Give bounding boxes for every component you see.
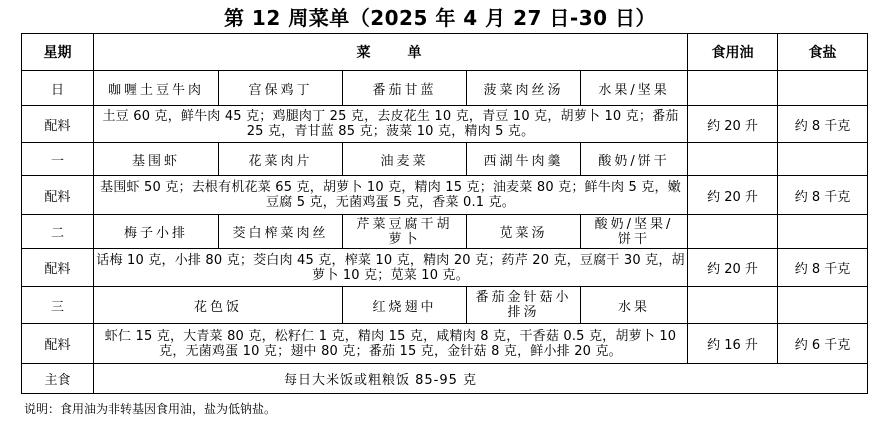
ingredients-text: 基围虾 50 克；去根有机花菜 65 克，胡萝卜 10 克，精肉 15 克；油麦菜 80 克；鲜牛肉 5 克，嫩豆腐 5 克，无菌鸡蛋 5 克，香菜 0.1 克。 — [94, 176, 688, 215]
dish-cell: 宫保鸡丁 — [219, 71, 343, 106]
oil-amount: 约 20 升 — [688, 176, 778, 215]
dish-cell: 苋菜汤 — [467, 215, 581, 249]
oil-empty — [688, 71, 778, 106]
dish-cell: 红烧翅中 — [343, 287, 467, 324]
dish-cell: 番茄金针菇小排汤 — [467, 287, 581, 324]
oil-empty — [688, 287, 778, 324]
header-oil: 食用油 — [688, 34, 778, 71]
ingredients-label: 配料 — [22, 176, 94, 215]
ingredients-text: 虾仁 15 克，大青菜 80 克，松籽仁 1 克，精肉 15 克，咸精肉 8 克，干香菇 0.5 克，胡萝卜 10 克，无菌鸡蛋 10 克；翅中 80 克；番茄 15 克，金针菇 8 克，鲜小排 20 克。 — [94, 324, 688, 364]
staple-label: 主食 — [22, 364, 94, 394]
dish-cell: 油麦菜 — [343, 143, 467, 176]
staple-text: 每日大米饭或粗粮饭 85-95 克 — [94, 364, 868, 394]
header-dishes: 菜 单 — [94, 34, 688, 71]
day-row-wednesday — [22, 287, 868, 324]
page-title: 第 12 周菜单（2025 年 4 月 27 日-30 日） — [223, 6, 657, 30]
day-label: 二 — [22, 215, 94, 249]
dish-cell: 芹菜豆腐干胡萝卜 — [343, 215, 467, 249]
day-label: 一 — [22, 143, 94, 176]
dish-cell: 花色饭 — [94, 287, 343, 324]
ingredients-row-tuesday — [22, 249, 868, 287]
footnote: 说明：食用油为非转基因食用油，盐为低钠盐。 — [24, 402, 277, 416]
salt-amount: 约 6 千克 — [778, 324, 868, 364]
salt-amount: 约 8 千克 — [778, 106, 868, 143]
oil-amount: 约 16 升 — [688, 324, 778, 364]
dish-cell: 酸奶/饼干 — [581, 143, 688, 176]
ingredients-text: 土豆 60 克，鲜牛肉 45 克；鸡腿肉丁 25 克，去皮花生 10 克，青豆 10 克，胡萝卜 10 克；番茄 25 克，青甘蓝 85 克；菠菜 10 克，精肉 5 克。 — [94, 106, 688, 143]
day-row-sunday — [22, 71, 868, 106]
oil-amount: 约 20 升 — [688, 249, 778, 287]
oil-empty — [688, 215, 778, 249]
ingredients-text: 话梅 10 克，小排 80 克；茭白肉 45 克，榨菜 10 克，精肉 20 克；药芹 20 克，豆腐干 30 克，胡萝卜 10 克；苋菜 10 克。 — [94, 249, 688, 287]
salt-empty — [778, 71, 868, 106]
salt-amount: 约 8 千克 — [778, 249, 868, 287]
dish-cell: 酸奶/坚果/饼干 — [581, 215, 688, 249]
day-row-tuesday — [22, 215, 868, 249]
salt-empty — [778, 215, 868, 249]
dish-cell: 梅子小排 — [94, 215, 219, 249]
dish-cell: 基围虾 — [94, 143, 219, 176]
dish-cell: 西湖牛肉羹 — [467, 143, 581, 176]
salt-amount: 约 8 千克 — [778, 176, 868, 215]
day-label: 三 — [22, 287, 94, 324]
dish-cell: 花菜肉片 — [219, 143, 343, 176]
ingredients-label: 配料 — [22, 324, 94, 364]
header-salt: 食盐 — [778, 34, 868, 71]
day-row-monday — [22, 143, 868, 176]
ingredients-row-sunday — [22, 106, 868, 143]
day-label: 日 — [22, 71, 94, 106]
dish-cell: 茭白榨菜肉丝 — [219, 215, 343, 249]
header-day: 星期 — [22, 34, 94, 71]
salt-empty — [778, 287, 868, 324]
ingredients-label: 配料 — [22, 106, 94, 143]
dish-cell: 水果/坚果 — [581, 71, 688, 106]
ingredients-row-monday — [22, 176, 868, 215]
oil-amount: 约 20 升 — [688, 106, 778, 143]
ingredients-row-wednesday — [22, 324, 868, 364]
oil-empty — [688, 143, 778, 176]
dish-cell: 菠菜肉丝汤 — [467, 71, 581, 106]
header-row — [22, 34, 868, 71]
salt-empty — [778, 143, 868, 176]
dish-cell: 咖喱土豆牛肉 — [94, 71, 219, 106]
dish-cell: 番茄甘蓝 — [343, 71, 467, 106]
dish-cell: 水果 — [581, 287, 688, 324]
ingredients-label: 配料 — [22, 249, 94, 287]
menu-table — [21, 33, 868, 394]
staple-row — [22, 364, 868, 394]
